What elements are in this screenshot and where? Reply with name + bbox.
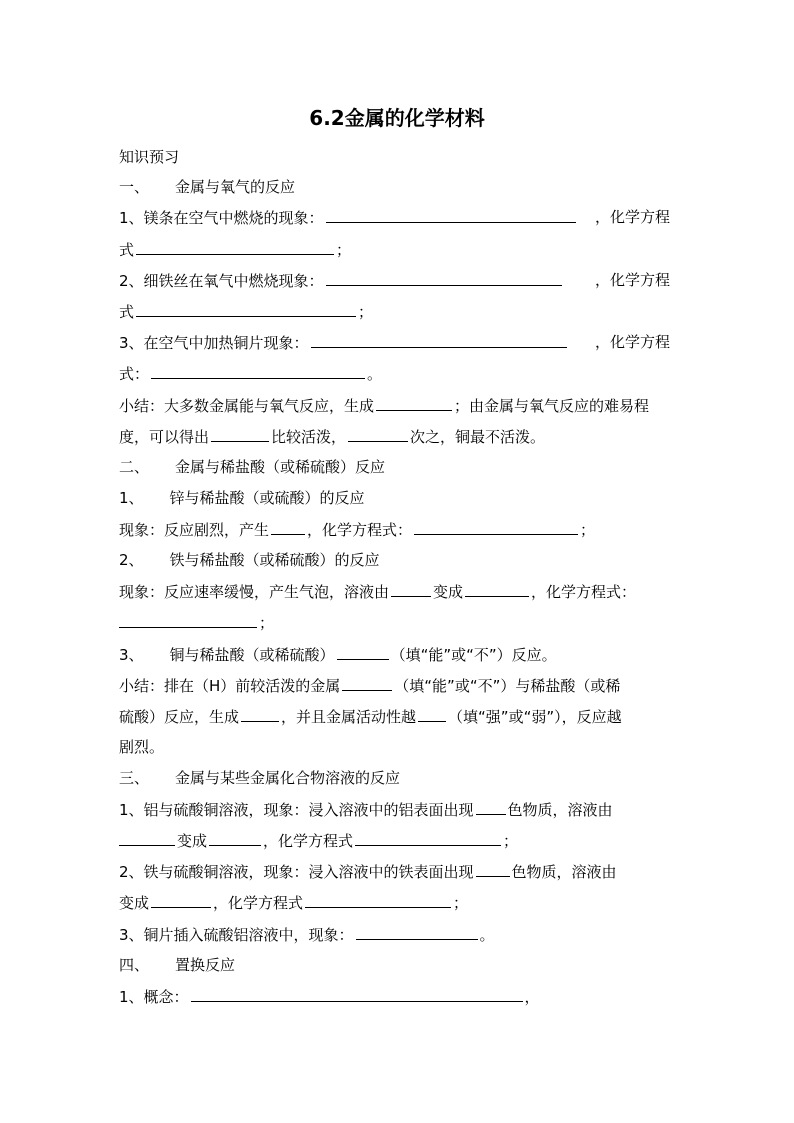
answer-blank[interactable] (151, 891, 211, 908)
question-continuation: ，化学方程 (595, 333, 671, 351)
answer-blank[interactable] (476, 860, 510, 877)
question-text: 3、在空气中加热铜片现象： (119, 334, 309, 352)
question-2-line (119, 269, 564, 292)
subsection-2-1-heading (119, 487, 365, 509)
section-3-heading (119, 767, 400, 789)
subsection-2-2-heading (119, 549, 380, 571)
question-text: ，化学方程式 (213, 894, 304, 912)
answer-blank[interactable] (342, 674, 392, 691)
punctuation: ； (453, 894, 469, 912)
answer-blank[interactable] (311, 331, 567, 348)
punctuation: ； (580, 521, 596, 539)
question-text: 1、概念： (119, 988, 189, 1006)
answer-blank[interactable] (271, 518, 305, 535)
preview-heading: 知识预习 (119, 148, 180, 166)
item-number: 3、 (119, 646, 144, 664)
summary-2-line-2 (119, 705, 622, 728)
answer-blank[interactable] (151, 362, 365, 379)
question-text: 2、铁与硫酸铜溶液，现象：浸入溶液中的铁表面出现 (119, 863, 474, 881)
question-1-line (119, 206, 578, 229)
answer-blank[interactable] (211, 425, 269, 442)
summary-text: 比较活泼， (271, 428, 347, 446)
item-number: 2、 (119, 551, 144, 569)
section-2-heading (119, 456, 385, 478)
answer-blank[interactable] (191, 985, 523, 1002)
question-text: 铜与稀盐酸（或稀硫酸） (169, 646, 335, 664)
summary-text: 小结：排在（H）前较活泼的金属 (119, 677, 341, 695)
punctuation: ； (503, 832, 519, 850)
answer-blank[interactable] (414, 518, 578, 535)
punctuation: 。 (479, 926, 495, 944)
section-4-heading (119, 954, 235, 976)
subsection-3-1-line (119, 798, 613, 821)
subsection-3-2-line (119, 860, 617, 883)
section-title: 金属与稀盐酸（或稀硫酸）反应 (175, 458, 386, 476)
punctuation: ； (336, 241, 352, 259)
question-text: 变成 (433, 583, 464, 601)
question-text: ，化学方程式 (263, 832, 354, 850)
item-number: 1、 (119, 489, 144, 507)
question-text: 1、铝与硫酸铜溶液，现象：浸入溶液中的铝表面出现 (119, 801, 474, 819)
question-text: 式： (119, 365, 150, 383)
summary-1-line-2 (119, 425, 545, 448)
section-number: 二、 (119, 458, 150, 476)
section-title: 金属与某些金属化合物溶液的反应 (175, 769, 401, 787)
subsection-2-3 (119, 643, 557, 666)
question-1-line-2 (119, 238, 351, 261)
question-text: 变成 (119, 894, 150, 912)
section-title: 置换反应 (175, 956, 236, 974)
answer-blank[interactable] (119, 829, 175, 846)
question-text: 现象：反应剧烈，产生 (119, 521, 270, 539)
question-text: 现象：反应速率缓慢，产生气泡，溶液由 (119, 583, 390, 601)
question-3-line-2 (119, 362, 382, 385)
summary-text: 次之，铜最不活泼。 (410, 428, 546, 446)
question-text: 式 (119, 241, 135, 259)
question-text: 式 (119, 303, 135, 321)
subsection-3-2-line-2 (119, 891, 468, 914)
summary-text: ，并且金属活动性越 (281, 708, 417, 726)
subsection-4-1 (119, 985, 540, 1008)
punctuation: ； (358, 303, 374, 321)
summary-text: （填“能”或“不”）与稀盐酸（或稀 (394, 677, 621, 695)
summary-text: 度，可以得出 (119, 428, 210, 446)
answer-blank[interactable] (465, 580, 529, 597)
section-number: 三、 (119, 769, 150, 787)
subsection-2-1-phenomenon (119, 518, 595, 541)
section-title: 金属与氧气的反应 (175, 178, 296, 196)
summary-text: 硫酸）反应，生成 (119, 708, 240, 726)
item-title: 铁与稀盐酸（或稀硫酸）的反应 (169, 551, 380, 569)
subsection-2-2-line-2 (119, 611, 274, 634)
question-text: 变成 (177, 832, 208, 850)
question-2-line-2 (119, 300, 373, 323)
section-number: 一、 (119, 178, 150, 196)
punctuation: ， (524, 988, 540, 1006)
subsection-3-3 (119, 923, 495, 946)
answer-blank[interactable] (305, 891, 451, 908)
question-continuation: ，化学方程 (595, 271, 671, 289)
answer-blank[interactable] (136, 300, 356, 317)
question-text: 色物质，溶液由 (507, 801, 613, 819)
question-text: 1、镁条在空气中燃烧的现象： (119, 209, 324, 227)
summary-1-line (119, 394, 649, 417)
answer-blank[interactable] (391, 580, 431, 597)
summary-text: （填“强”或“弱”），反应越 (448, 708, 622, 726)
question-text: 色物质，溶液由 (511, 863, 617, 881)
answer-blank[interactable] (209, 829, 261, 846)
page-title: 6.2金属的化学材料 (309, 106, 485, 130)
question-continuation: ，化学方程 (595, 208, 671, 226)
answer-blank[interactable] (418, 705, 446, 722)
answer-blank[interactable] (326, 206, 576, 223)
question-text: ，化学方程式： (307, 521, 413, 539)
summary-text: ；由金属与氧气反应的难易程 (454, 397, 650, 415)
summary-2-line-3: 剧烈。 (119, 738, 165, 756)
answer-blank[interactable] (136, 238, 334, 255)
answer-blank[interactable] (119, 611, 257, 628)
summary-text: 小结：大多数金属能与氧气反应，生成 (119, 397, 375, 415)
answer-blank[interactable] (337, 643, 389, 660)
answer-blank[interactable] (348, 425, 408, 442)
question-text: （填“能”或“不”）反应。 (390, 646, 557, 664)
answer-blank[interactable] (326, 269, 562, 286)
question-text: 2、细铁丝在氧气中燃烧现象： (119, 272, 324, 290)
punctuation: ； (259, 614, 275, 632)
question-text: ，化学方程式： (531, 583, 637, 601)
subsection-3-1-line-2 (119, 829, 518, 852)
subsection-2-2-phenomenon (119, 580, 636, 603)
item-title: 锌与稀盐酸（或硫酸）的反应 (169, 489, 365, 507)
punctuation: 。 (367, 365, 383, 383)
question-text: 3、铜片插入硫酸铝溶液中，现象： (119, 926, 354, 944)
answer-blank[interactable] (376, 394, 452, 411)
answer-blank[interactable] (241, 705, 279, 722)
answer-blank[interactable] (355, 829, 501, 846)
answer-blank[interactable] (356, 923, 478, 940)
section-1-heading (119, 176, 295, 198)
section-number: 四、 (119, 956, 150, 974)
question-3-line (119, 331, 569, 354)
answer-blank[interactable] (476, 798, 506, 815)
summary-2-line (119, 674, 620, 697)
